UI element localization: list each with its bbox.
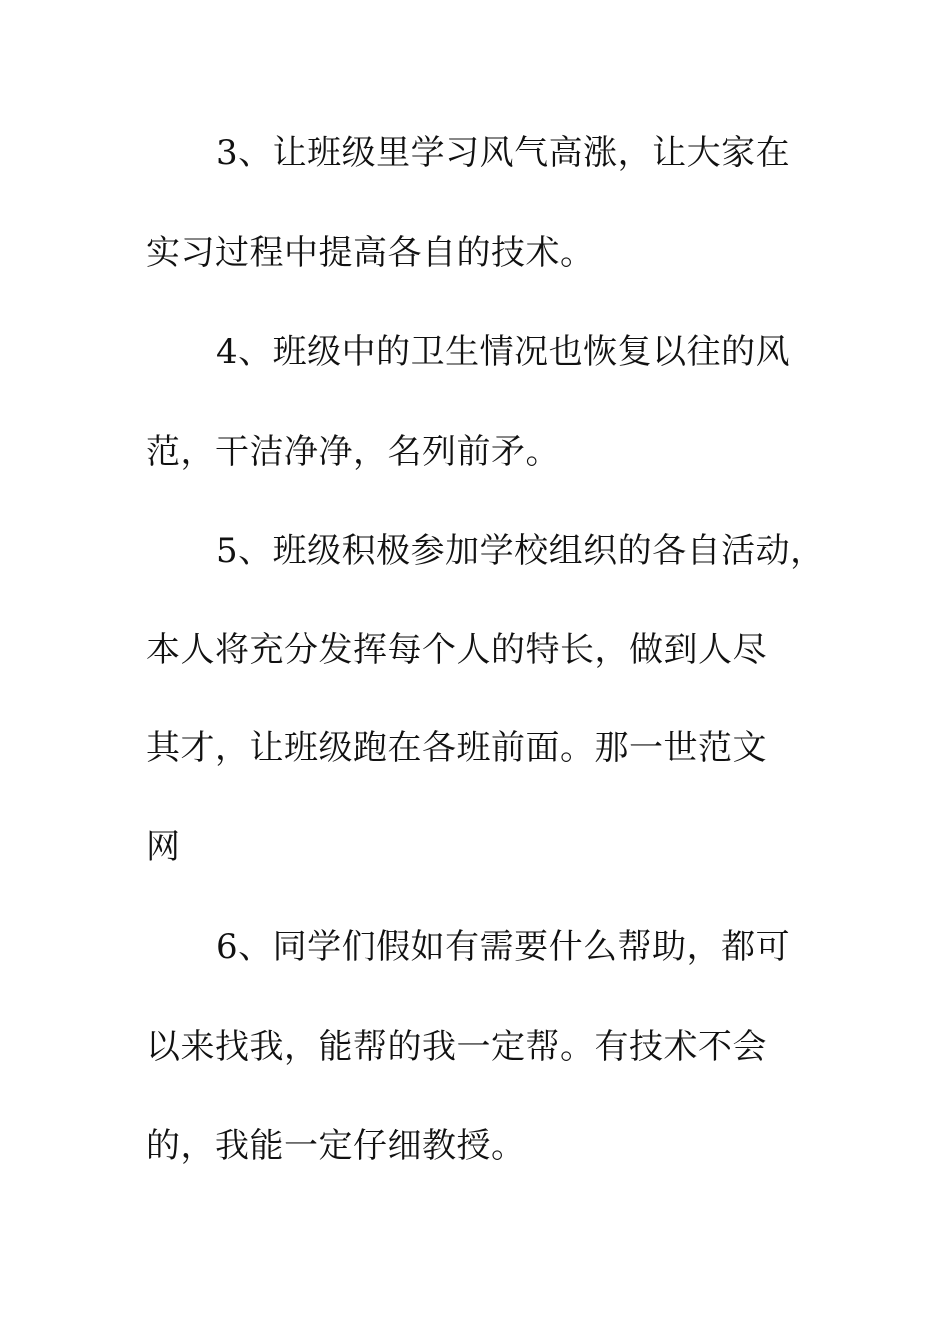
- paragraph-5-line-4: 网: [146, 827, 181, 867]
- paragraph-5-line-3: 其才，让班级跑在各班前面。那一世范文: [146, 728, 767, 768]
- paragraph-6-line-1: 6、同学们假如有需要什么帮助，都可: [216, 927, 791, 967]
- paragraph-6-line-3: 的，我能一定仔细教授。: [146, 1126, 526, 1166]
- paragraph-3-line-1: 3、让班级里学习风气高涨，让大家在: [216, 133, 791, 173]
- paragraph-5-line-1: 5、班级积极参加学校组织的各自活动，: [216, 531, 825, 571]
- paragraph-4-line-2: 范，干洁净净，名列前矛。: [146, 432, 560, 472]
- paragraph-5-line-2: 本人将充分发挥每个人的特长，做到人尽: [146, 630, 767, 670]
- paragraph-6-line-2: 以来找我，能帮的我一定帮。有技术不会: [146, 1027, 767, 1067]
- paragraph-4-line-1: 4、班级中的卫生情况也恢复以往的风: [216, 332, 791, 372]
- paragraph-3-line-2: 实习过程中提高各自的技术。: [146, 233, 595, 273]
